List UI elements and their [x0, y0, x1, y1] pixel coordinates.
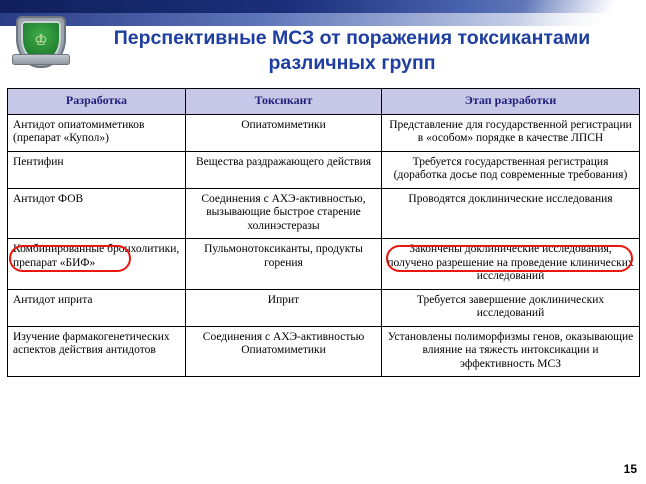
- page-number: 15: [623, 462, 637, 476]
- cell-development: Изучение фармакогенетических аспектов действия антидотов: [8, 326, 186, 377]
- page-title: [72, 26, 632, 76]
- cell-development: Комбинированные бронхолитики, препарат «БИФ»: [8, 239, 186, 290]
- emblem-eagle-icon: ♔: [34, 33, 48, 49]
- cell-stage: Установлены полиморфизмы генов, оказывающие влияние на тяжесть интоксикации и эффективность МСЗ: [382, 326, 640, 377]
- page-title-line1: Перспективные МСЗ от поражения токсикантами: [113, 27, 591, 49]
- page-title-line2: различных групп: [268, 52, 436, 74]
- table-header-row: [8, 89, 640, 115]
- table-row: [8, 188, 640, 239]
- cell-stage: Проводятся доклинические исследования: [382, 188, 640, 239]
- table-row: [8, 114, 640, 151]
- table-header-toxicant: Токсикант: [186, 89, 382, 115]
- header-decorative-band: [0, 0, 646, 26]
- table-row: [8, 326, 640, 377]
- table-row: [8, 289, 640, 326]
- eagle-shield-emblem-icon: [12, 14, 70, 72]
- cell-toxicant: Соединения с АХЭ-активностью Опиатомиметики: [186, 326, 382, 377]
- cell-development: Пентифин: [8, 151, 186, 188]
- cell-development: Антидот опиатомиметиков (препарат «Купол»): [8, 114, 186, 151]
- cell-toxicant: Вещества раздражающего действия: [186, 151, 382, 188]
- table-row: [8, 239, 640, 290]
- cell-stage: Закончены доклинические исследования, получено разрешение на проведение клинических исследований: [382, 239, 640, 290]
- cell-stage: Представление для государственной регистрации в «особом» порядке в качестве ЛПСН: [382, 114, 640, 151]
- cell-toxicant: Соединения с АХЭ-активностью, вызывающие быстрое старение холинэстеразы: [186, 188, 382, 239]
- cell-toxicant: Пульмонотоксиканты, продукты горения: [186, 239, 382, 290]
- cell-toxicant: Иприт: [186, 289, 382, 326]
- cell-toxicant: Опиатомиметики: [186, 114, 382, 151]
- content-table-wrapper: [7, 88, 639, 377]
- table-row: [8, 151, 640, 188]
- cell-development: Антидот иприта: [8, 289, 186, 326]
- cell-stage: Требуется государственная регистрация (доработка досье под современные требования): [382, 151, 640, 188]
- table-header-development: Разработка: [8, 89, 186, 115]
- development-table: [7, 88, 640, 377]
- emblem-ribbon: [12, 54, 70, 65]
- table-header-stage: Этап разработки: [382, 89, 640, 115]
- band-highlight-tip: [470, 0, 646, 26]
- cell-development: Антидот ФОВ: [8, 188, 186, 239]
- cell-stage: Требуется завершение доклинических исследований: [382, 289, 640, 326]
